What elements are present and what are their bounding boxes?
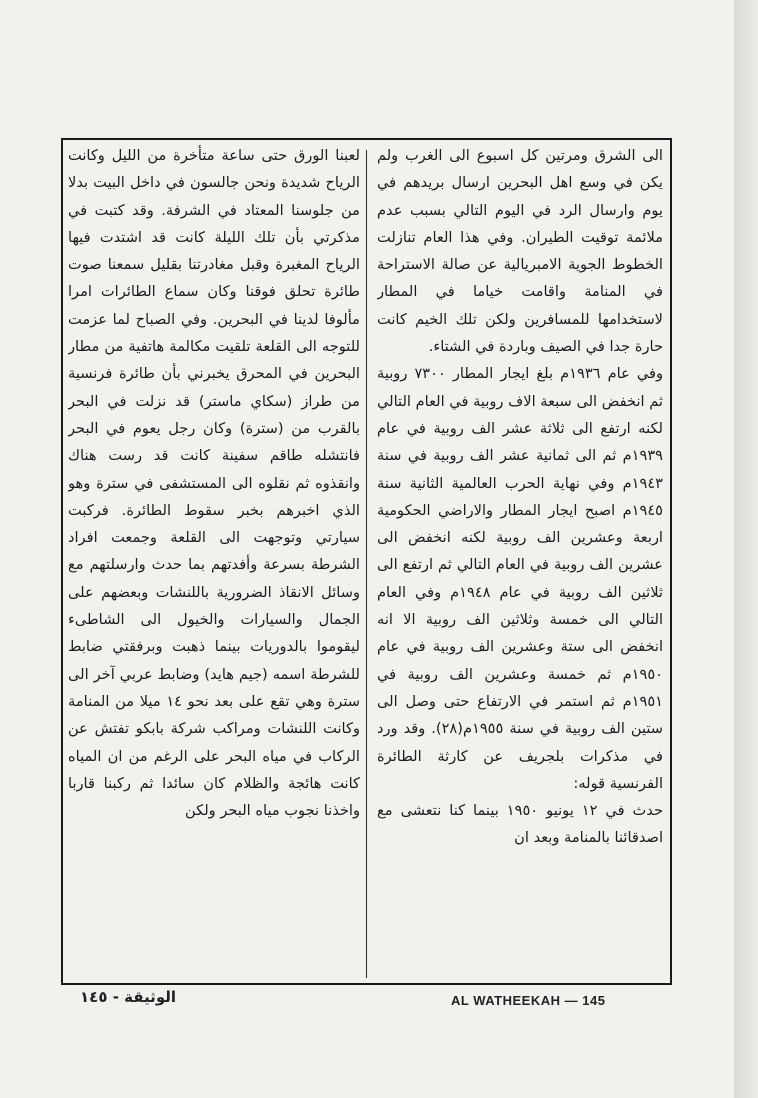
paragraph: الى الشرق ومرتين كل اسبوع الى الغرب ولم يكن في وسع اهل البحرين ارسال بريدهم في يوم وارسال الرد في اليوم التالي بسبب عدم ملائمة توقيت الطيران. وفي هذا العام تنازلت الخطوط الجوية الامبريالية عن صالة الاستراحة في المنامة واقامت خياما في المطار لاستخدامها للمسافرين ولكن تلك الخيم كانت حارة جدا في الصيف وباردة في الشتاء. xyxy=(377,147,663,356)
page-footer-arabic: الوثيقة - ١٤٥ xyxy=(80,988,176,1006)
page-edge-shadow xyxy=(734,0,758,1098)
article-column-right xyxy=(377,142,663,982)
paragraph: لعبنا الورق حتى ساعة متأخرة من الليل وكانت الرياح شديدة ونحن جالسون في داخل البيت بدلا من جلوسنا المعتاد في الشرفة. وقد كتبت في مذكرتي بأن تلك الليلة كانت قد اشتدت فيها الرياح المغبرة وقبل مغادرتنا بقليل سمعنا صوت طائرة تحلق فوقنا وكان سماع الطائرات امرا مألوفا لدينا في البحرين. وفي الصباح لما عزمت للتوجه الى القلعة تلقيت مكالمة هاتفية من مطار البحرين في المحرق يخبرني بأن طائرة فرنسية من طراز (سكاي ماستر) قد نزلت في البحر بالقرب من (سترة) وكان رجل يعوم في البحر فانتشله طاقم سفينة كانت قد رست هناك وانقذوه ثم نقلوه الى المستشفى في سترة وهو الذي اخبرهم بخبر سقوط الطائرة. فركبت سيارتي وتوجهت الى القلعة وجمعت افراد الشرطة بسرعة وأفدتهم بما حدث وارسلتهم مع وسائل الانقاذ الضرورية باللنشات وبعضهم على الجمال والسيارات والخيول الى الشاطىء ليقوموا بالدوريات بينما ذهبت وبرفقتي ضابط للشرطة اسمه (جيم هايد) وضابط عربي آخر الى سترة وهي تقع على بعد نحو ١٤ ميلا من المنامة وكانت اللنشات ومراكب شركة بابكو تفتش عن الركاب في مياه البحر على الرغم من ان المياه كانت هائجة والظلام كان سائدا ثم ركبنا قاربا واخذنا نجوب مياه البحر ولكن xyxy=(68,147,360,820)
paragraph: وفي عام ١٩٣٦م بلغ ايجار المطار ٧٣٠٠ روبية ثم انخفض الى سبعة الاف روبية في العام التالي لكنه ارتفع الى ثلاثة عشر الف روبية في عام ١٩٣٩م ثم الى ثمانية عشر الف روبية في سنة ١٩٤٣م وفي نهاية الحرب العالمية الثانية سنة ١٩٤٥م اصبح ايجار المطار والاراضي الحكومية اربعة وعشرين الف روبية لكنه انخفض الى عشرين الف روبية في العام التالي ثم ارتفع الى ثلاثين الف روبية في عام ١٩٤٨م وفي العام التالي الى خمسة وثلاثين الف روبية الا انه انخفض الى ستة وعشرين الف روبية في عام ١٩٥٠م ثم خمسة وعشرين الف روبية في ١٩٥١م ثم استمر في الارتفاع حتى وصل الى ستين الف روبية في سنة ١٩٥٥م(٢٨). وقد ورد في مذكرات بلجريف عن كارثة الطائرة الفرنسية قوله: xyxy=(377,365,663,792)
page-footer-english: AL WATHEEKAH — 145 xyxy=(451,993,606,1008)
column-divider xyxy=(366,150,367,978)
article-column-left xyxy=(68,142,360,982)
paragraph: حدث في ١٢ يونيو ١٩٥٠ بينما كنا نتعشى مع اصدقائنا بالمنامة وبعد ان xyxy=(377,802,663,847)
